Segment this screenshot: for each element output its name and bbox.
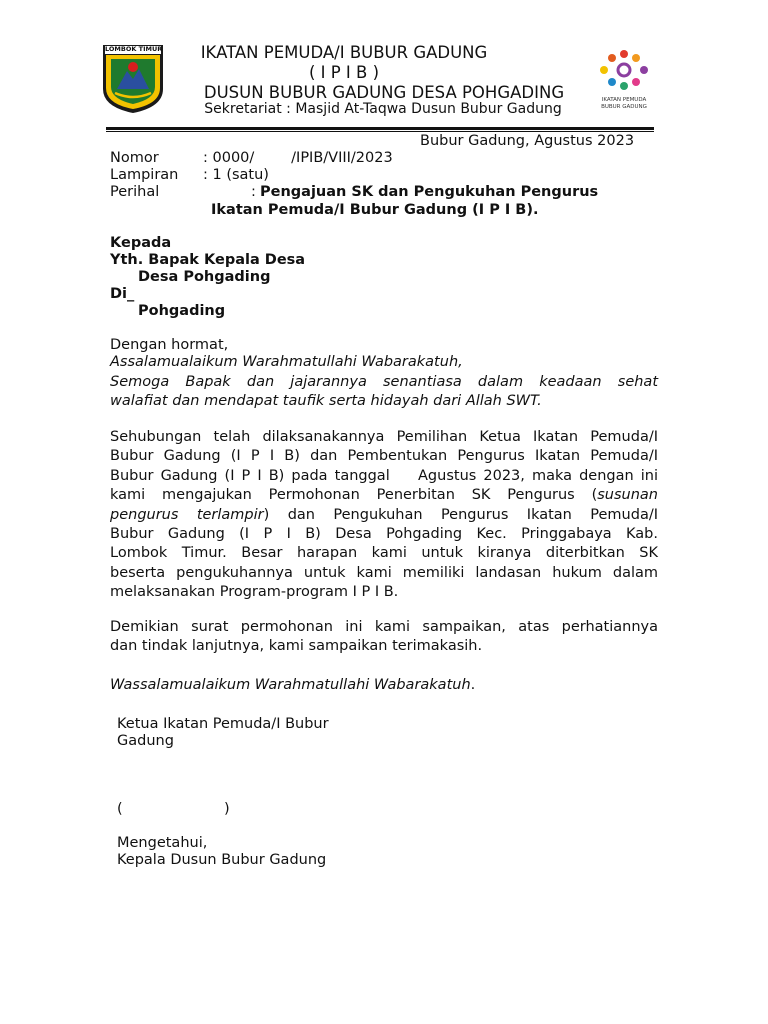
addressee-place: Pohgading: [138, 303, 226, 319]
right-logo-label-2: BUBUR GADUNG: [601, 104, 647, 110]
body-line-2: Bubur Gadung (I P I B) dan Pembentukan Pengurus Ikatan Pemuda/I: [110, 448, 658, 465]
body-line-5: [110, 506, 658, 525]
left-logo-label: LOMBOK TIMUR: [105, 45, 163, 53]
body-line-3: Bubur Gadung (I P I B) pada tanggal Agustus 2023, maka dengan ini: [110, 467, 658, 484]
wassalam-dot: .: [470, 677, 476, 693]
perihal-line-2: Ikatan Pemuda/I Bubur Gadung (I P I B).: [211, 202, 539, 218]
body-line-9: melaksanakan Program-program I P I B.: [110, 584, 399, 601]
addressee-title: Yth. Bapak Kepala Desa: [110, 252, 306, 268]
lampiran-label: Lampiran: [110, 167, 179, 183]
assalamualaikum: Assalamualaikum Warahmatullahi Wabarakatuh,: [110, 354, 463, 370]
closing-paragraph: [110, 618, 658, 657]
body-line-6: Bubur Gadung (I P I B) Desa Pohgading Kec. Pringgabaya Kab.: [110, 526, 658, 543]
kepada: Kepada: [110, 235, 172, 251]
lampiran-value: : 1 (satu): [203, 167, 269, 183]
signature-name: ( ): [117, 801, 230, 817]
doa-line-1: Semoga Bapak dan jajarannya senantiasa dalam keadaan sehat: [110, 374, 658, 390]
body-line-4-text: kami mengajukan Permohonan Penerbitan SK Pengurus (: [110, 487, 598, 504]
closing-line-2: dan tindak lanjutnya, kami sampaikan terimakasih.: [110, 638, 483, 655]
header-rule-thin: [106, 131, 654, 132]
perihal-line-1: Pengajuan SK dan Pengukuhan Pengurus: [260, 184, 599, 200]
addressee-di: Di_: [110, 286, 135, 302]
right-logo-label-1: IKATAN PEMUDA: [601, 97, 647, 103]
nomor-value: : 0000/ /IPIB/VIII/2023: [203, 150, 393, 166]
org-location: DUSUN BUBUR GADUNG DESA POHGADING: [203, 83, 565, 102]
org-name: IKATAN PEMUDA/I BUBUR GADUNG: [200, 43, 488, 62]
wassalam: [110, 677, 475, 693]
org-abbr: ( I P I B ): [308, 63, 380, 82]
letter-date: Bubur Gadung, Agustus 2023: [420, 133, 635, 149]
kepala-dusun-title: Kepala Dusun Bubur Gadung: [117, 852, 327, 868]
body-line-7: Lombok Timur. Besar harapan kami untuk kiranya diterbitkan SK: [110, 545, 658, 562]
nomor-label: Nomor: [110, 150, 159, 166]
body-line-5-text: ) dan Pengukuhan Pengurus Ikatan Pemuda/I: [263, 506, 659, 523]
perihal-label: Perihal: [110, 184, 160, 200]
body-line-4: [110, 486, 658, 505]
body-line-4-italic: susunan: [597, 487, 658, 504]
body-line-1: Sehubungan telah dilaksanakannya Pemilihan Ketua Ikatan Pemuda/I: [110, 429, 658, 445]
header-rule-thick: [106, 127, 654, 130]
addressee-desa: Desa Pohgading: [138, 269, 271, 285]
signature-title-2: Gadung: [117, 733, 174, 749]
body-line-8: beserta pengukuhannya untuk kami memiliki landasan hukum dalam: [110, 564, 658, 581]
org-secretariat: Sekretariat : Masjid At-Taqwa Dusun Bubur Gadung: [204, 101, 562, 117]
doa-paragraph: [110, 373, 658, 412]
perihal-colon: :: [251, 184, 256, 200]
mengetahui: Mengetahui,: [117, 835, 208, 851]
signature-title-1: Ketua Ikatan Pemuda/I Bubur: [117, 716, 329, 732]
closing-line-1: Demikian surat permohonan ini kami sampaikan, atas perhatiannya: [110, 619, 658, 635]
salam-pembuka: Dengan hormat,: [110, 337, 229, 353]
wassalam-text: Wassalamualaikum Warahmatullahi Wabarakatuh: [110, 677, 471, 693]
body-line-5-italic: pengurus terlampir: [110, 506, 264, 523]
doa-line-2: walafiat dan mendapat taufik serta hidayah dari Allah SWT.: [110, 393, 542, 410]
body-paragraph: [110, 428, 658, 603]
